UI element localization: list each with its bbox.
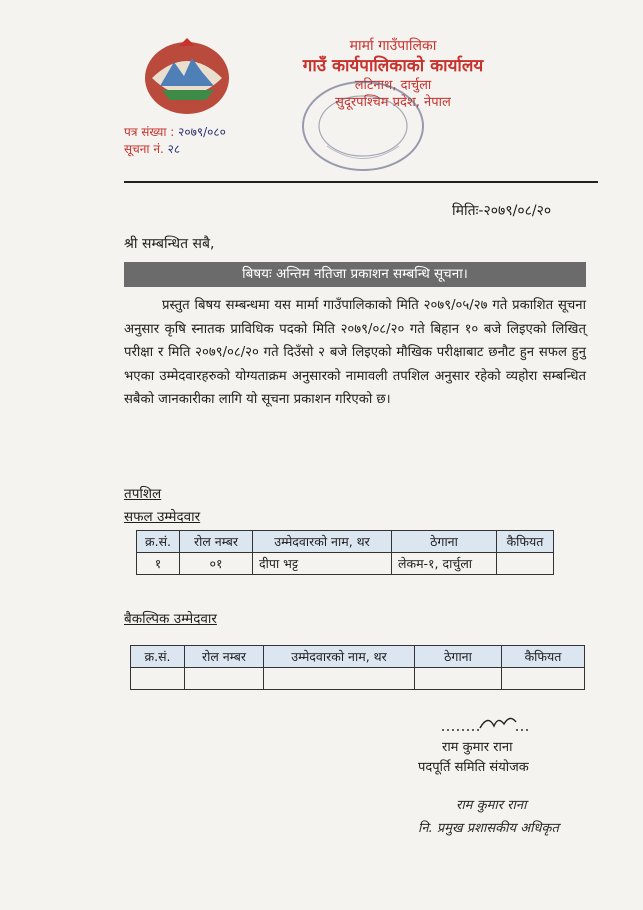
cell-roll: ०१ (180, 553, 253, 575)
letterhead-line1: मार्मा गाउँपालिका (349, 38, 437, 54)
col-name: उम्मेदवारको नाम, थर (264, 646, 415, 668)
col-roll: रोल नम्बर (185, 646, 264, 668)
col-remarks: कैफियत (502, 646, 585, 668)
date: मितिः-२०७९/०८/२० (452, 203, 552, 219)
suchana-number-value: २८ (167, 142, 181, 156)
cell-address (415, 668, 502, 690)
alternate-table (130, 645, 585, 690)
patra-sankhya: पत्र संख्या : २०७९/०८० (124, 125, 226, 139)
alternate-heading: बैकल्पिक उम्मेदवार (124, 611, 217, 627)
cell-remarks (502, 668, 585, 690)
col-sn: क्र.सं. (131, 646, 185, 668)
office-seal-stamp (297, 76, 429, 176)
cell-sn: १ (137, 553, 180, 575)
letterhead-line4: सुदूरपश्चिम प्रदेश, नेपाल (335, 95, 451, 110)
signatory-name: राम कुमार राना (442, 740, 513, 755)
col-address: ठेगाना (392, 531, 497, 553)
col-address: ठेगाना (415, 646, 502, 668)
notice-body: प्रस्तुत बिषय सम्बन्धमा यस मार्मा गाउँपालिकाको मिति २०७९/०५/२७ गते प्रकाशित सूचना अनुसार कृषि स्नातक प्राविधिक पदको मिति २०७९/०८/२० गते बिहान १० बजे लिइएको लिखित् परीक्षा र मिति २०७९/०८/२० गते दिउँसो २ बजे लिइएको मौखिक परीक्षाबाट छनौट हुन सफल हुनु भएका उम्मेदवारहरुको योग्यताक्रम अनुसारको नामावली तपशिल अनुसार रहेको व्यहोरा सम्बन्धित सबैको जानकारीका लागि यो सूचना प्रकाशन गरिएको छ। (124, 298, 586, 407)
reference-numbers (124, 124, 226, 158)
handwritten-name: राम कुमार राना (456, 798, 527, 813)
cell-address: लेकम-१, दार्चुला (392, 553, 497, 575)
successful-heading: सफल उम्मेदवार (124, 509, 201, 525)
handwritten-title: नि. प्रमुख प्रशासकीय अधिकृत (418, 821, 559, 836)
suchana-number: सूचना नं. २८ (124, 142, 181, 156)
cell-remarks (497, 553, 554, 575)
letterhead-office-title: गाउँ कार्यपालिकाको कार्यालय (302, 56, 484, 76)
patra-sankhya-value: २०७९/०८० (178, 125, 226, 139)
table-header-row (131, 646, 585, 668)
table-row (137, 553, 554, 575)
col-sn: क्र.सं. (137, 531, 180, 553)
handwritten-signature (440, 712, 532, 734)
table-header-row (137, 531, 554, 553)
successful-table (136, 530, 554, 575)
table-row (131, 668, 585, 690)
col-name: उम्मेदवारको नाम, थर (253, 531, 392, 553)
cell-roll (185, 668, 264, 690)
tapashil-heading: तपशिल (124, 486, 162, 502)
header-divider (124, 181, 598, 183)
cell-sn (131, 668, 185, 690)
subject-bar: बिषयः अन्तिम नतिजा प्रकाशन सम्बन्धि सूचना। (124, 262, 586, 287)
col-roll: रोल नम्बर (180, 531, 253, 553)
addressee: श्री सम्बन्धित सबै, (124, 236, 215, 252)
cell-name (264, 668, 415, 690)
cell-name: दीपा भट्ट (253, 553, 392, 575)
letterhead-line3: लटिनाथ, दार्चुला (354, 78, 432, 93)
signatory-title: पदपूर्ति समिति संयोजक (418, 760, 529, 775)
col-remarks: कैफियत (497, 531, 554, 553)
nepal-emblem-logo (142, 38, 232, 116)
